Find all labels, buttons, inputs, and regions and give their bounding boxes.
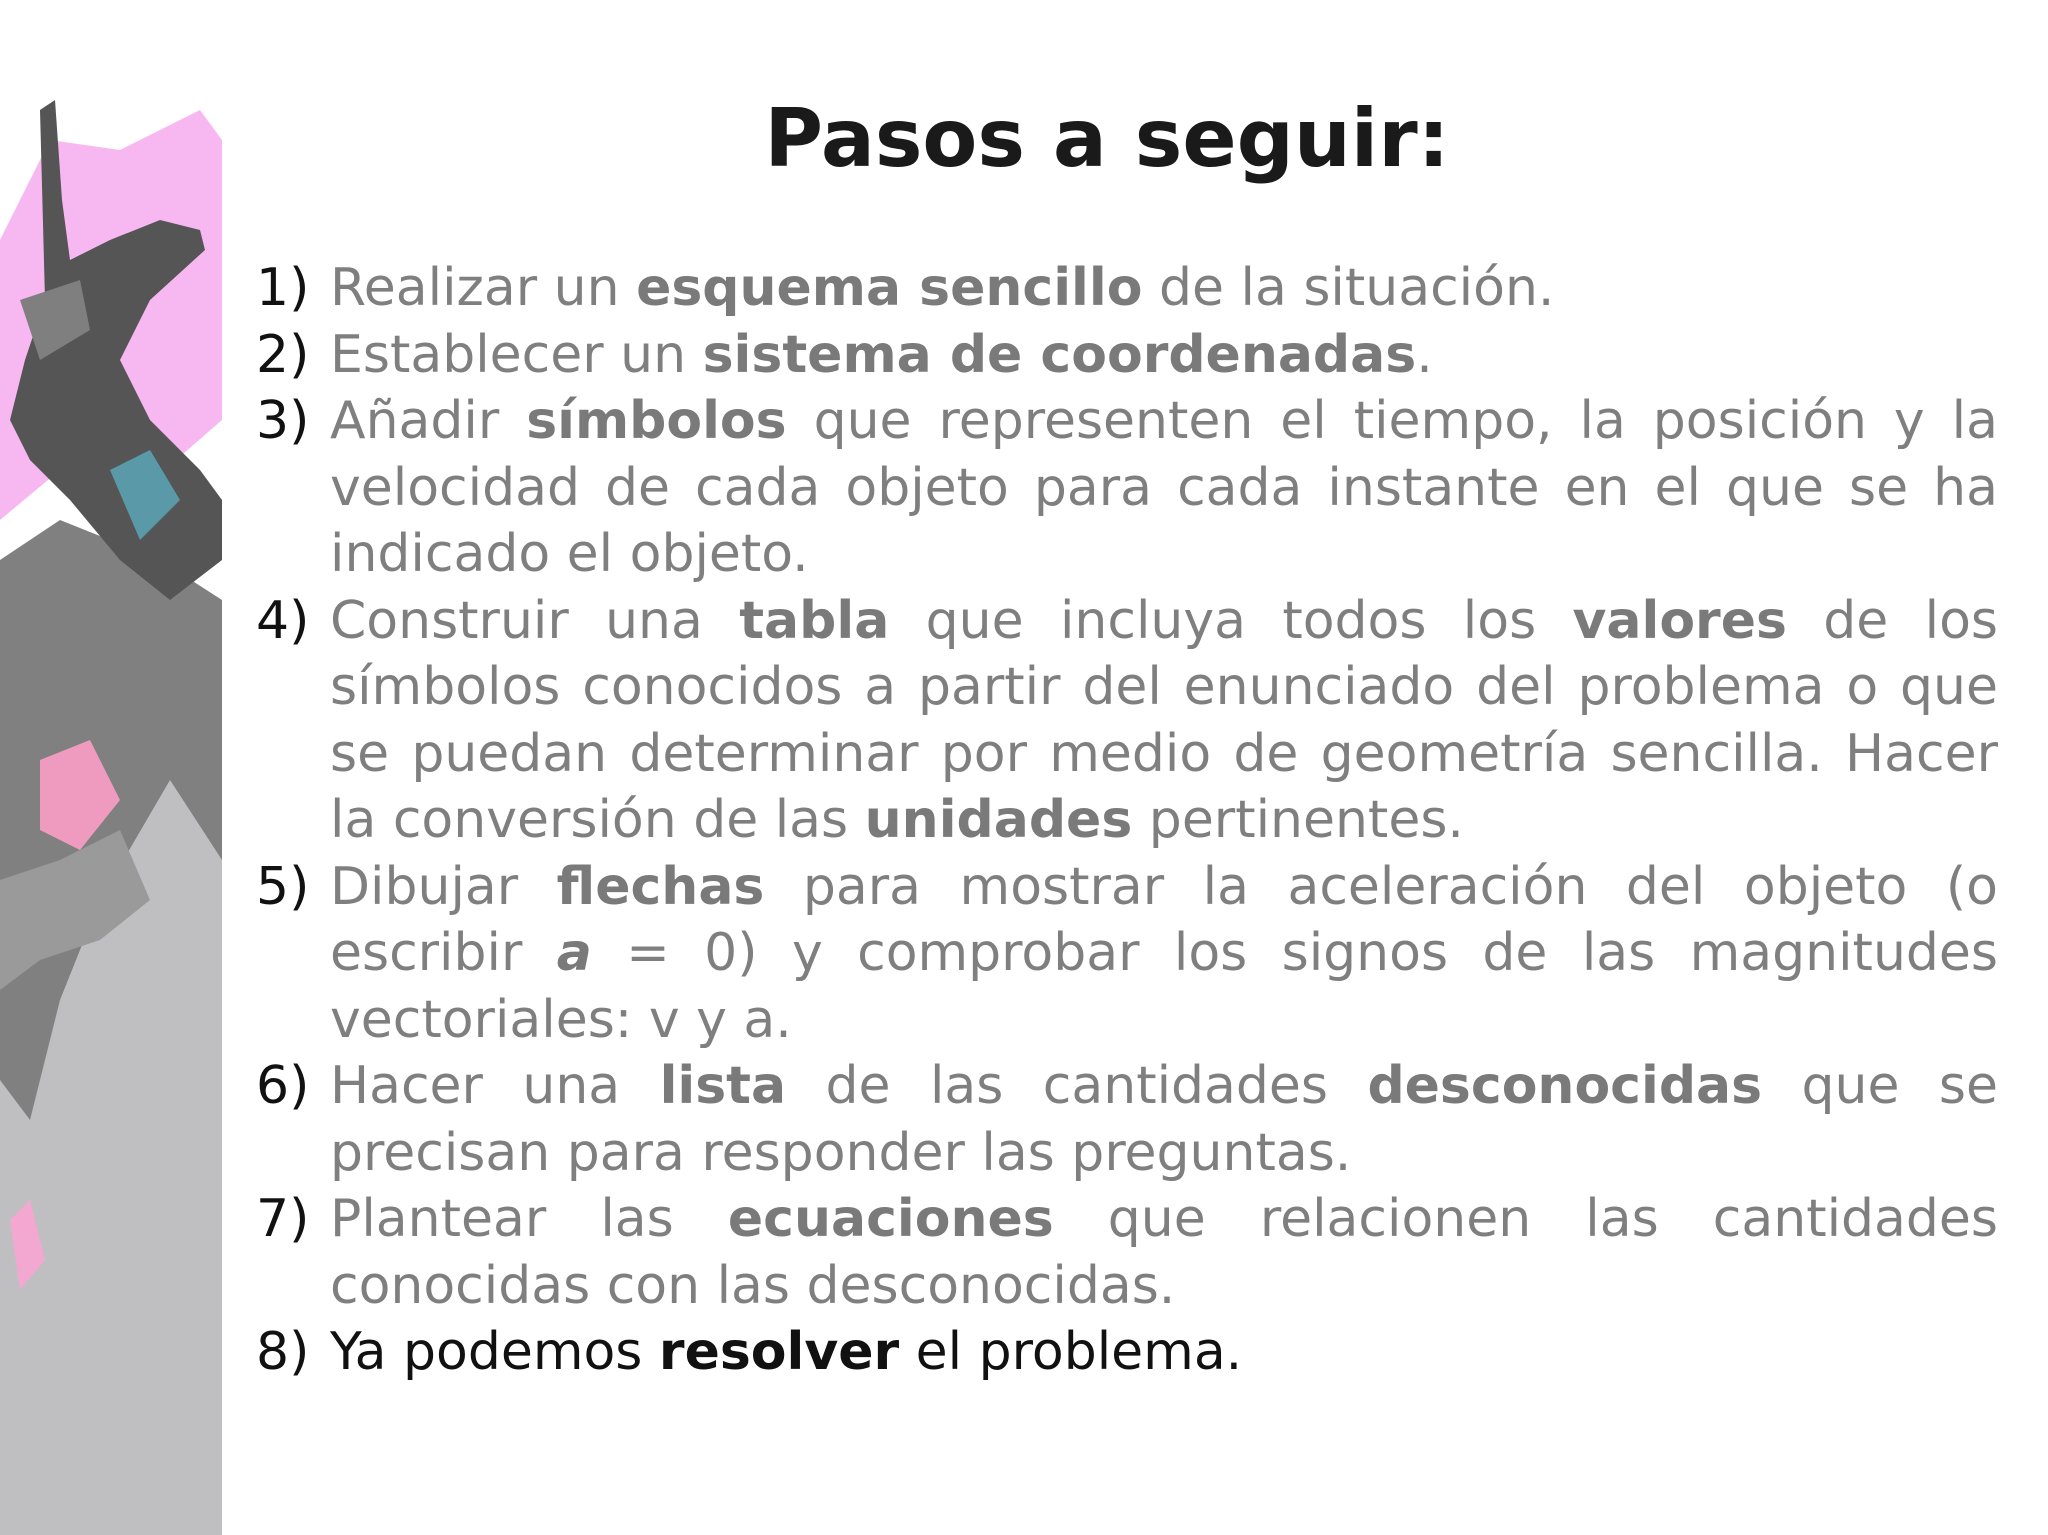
step-number: 3) [256,391,310,451]
step-text: Añadir símbolos que representen el tiempo, la posición y la velocidad de cada objeto para cada instante en el que se ha indicado el objeto. [330,391,1998,584]
step-number: 1) [256,258,310,318]
step-text: Plantear las ecuaciones que relacionen las cantidades conocidas con las desconocidas. [330,1189,1998,1316]
step-item [256,255,1998,322]
step-number: 6) [256,1056,310,1116]
step-number: 8) [256,1322,310,1382]
step-item [256,388,1998,588]
step-number: 7) [256,1189,310,1249]
steps-list [256,255,1998,1386]
step-number: 5) [256,856,310,917]
step-item [256,1319,1998,1386]
page-title: Pasos a seguir: [764,92,1450,185]
step-text: Ya podemos resolver el problema. [330,1322,1243,1382]
step-item [256,1053,1998,1186]
step-item [256,588,1998,854]
step-item [256,322,1998,389]
step-text: Establecer un sistema de coordenadas. [330,324,1433,385]
step-text: Realizar un esquema sencillo de la situación. [330,258,1555,318]
step-text: Construir una tabla que incluya todos los valores de los símbolos conocidos a partir del enunciado del problema o que se puedan determinar por medio de geometría sencilla. Hacer la conversión de las unidades pertinentes. [330,590,1998,850]
step-number: 4) [256,590,310,651]
step-item [256,1186,1998,1319]
step-number: 2) [256,324,310,385]
step-text: Dibujar flechas para mostrar la aceleración del objeto (o escribir a = 0) y comprobar los signos de las magnitudes vectoriales: v y a. [330,856,1998,1050]
step-item [256,854,1998,1054]
step-text: Hacer una lista de las cantidades desconocidas que se precisan para responder las preguntas. [330,1056,1998,1183]
skater-photo [0,0,222,1535]
